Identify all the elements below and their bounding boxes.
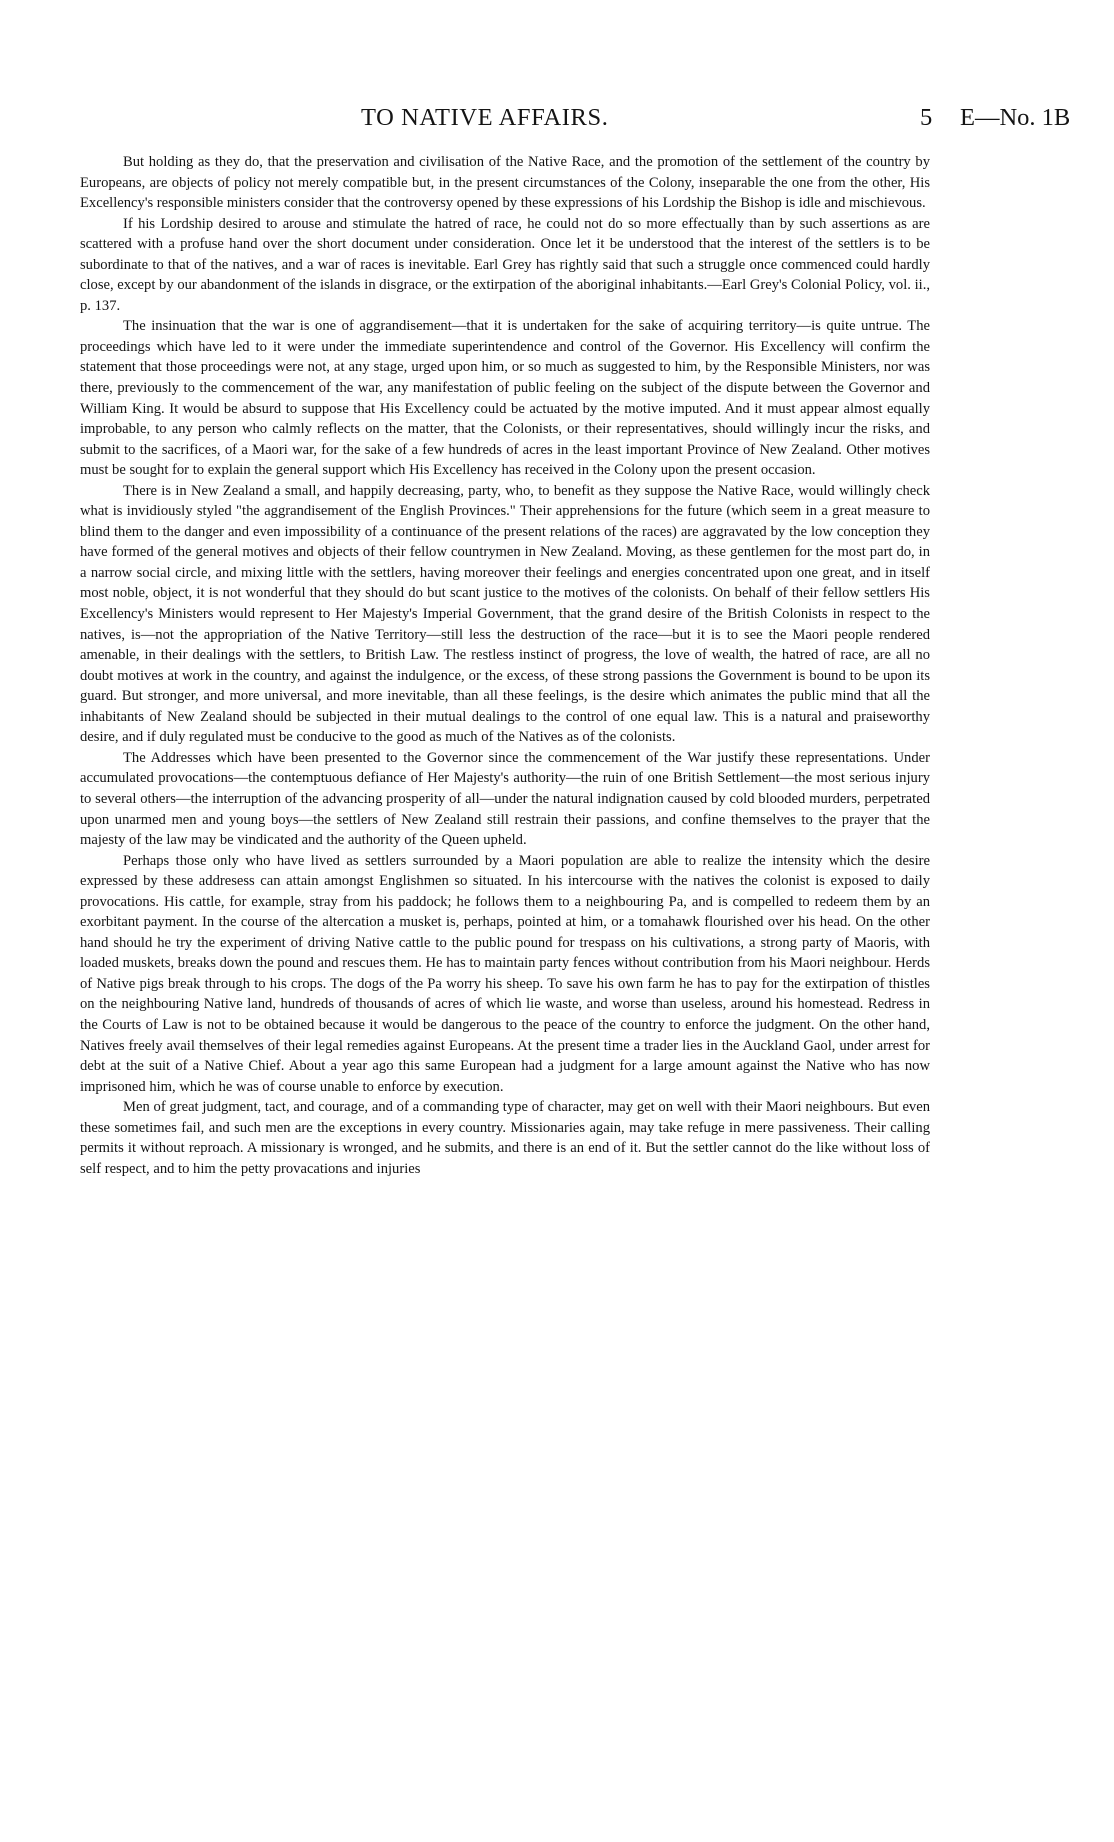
running-title: TO NATIVE AFFAIRS. — [361, 104, 609, 131]
page-number: 5 — [920, 104, 933, 131]
paragraph-3: The insinuation that the war is one of aggrandisement—that it is undertaken for the sake of acquiring territory—is quite untrue. The proceedings which have led to it were under the immediate superintendence and control of the Governor. His Excellency will confirm the statement that those proceedings were not, at any stage, urged upon him, or so much as suggested to him, by the Responsible Ministers, nor was there, previously to the commencement of the war, any manifestation of public feeling on the subject of the dispute between the Governor and William King. It would be absurd to suppose that His Excellency could be actuated by the motive imputed. And it must appear almost equally improbable, to any person who calmly reflects on the matter, that the Colonists, or their representatives, should willingly incur the risks, and submit to the sacrifices, of a Maori war, for the sake of a few hundreds of acres in the least important Province of New Zealand. Other motives must be sought for to explain the general support which His Excellency has received in the Colony upon the present occasion. — [80, 318, 930, 479]
running-header — [78, 104, 1114, 138]
paragraph-7: Men of great judgment, tact, and courage, and of a commanding type of character, may get on well with their Maori neighbours. But even these sometimes fail, and such men are the exceptions in every country. Missionaries again, may take refuge in mere passiveness. Their calling permits it without reproach. A missionary is wronged, and he submits, and there is an end of it. But the settler cannot do the like without loss of self respect, and to him the petty provacations and injuries — [80, 1099, 930, 1177]
paper-reference: E—No. 1B — [960, 104, 1071, 131]
paragraph-4: There is in New Zealand a small, and happily decreasing, party, who, to benefit as they suppose the Native Race, would willingly check what is invidiously styled "the aggrandisement of the English Provinces." Their apprehensions for the future (which seem in a great measure to blind them to the danger and even impossibility of a continuance of the present relations of the races) are aggravated by the low conception they have formed of the general motives and objects of their fellow countrymen in New Zealand. Moving, as these gentlemen for the most part do, in a narrow social circle, and mixing little with the settlers, having moreover their feelings and energies concentrated upon one great, and in itself most noble, object, it is not wonderful that they should do but scant justice to the motives of the colonists. On behalf of their fellow settlers His Excellency's Ministers would represent to Her Majesty's Imperial Government, that the grand desire of the British Colonists in respect to the natives, is—not the appropriation of the Native Territory—still less the destruction of the race—but it is to see the Maori people rendered amenable, in their dealings with the settlers, to British Law. The restless instinct of progress, the love of wealth, the hatred of race, are all no doubt motives at work in the country, and against the indulgence, or the excess, of these strong passions the Government is bound to be upon its guard. But stronger, and more universal, and more inevitable, than all these feelings, is the desire which animates the public mind that all the inhabitants of New Zealand should be subjected in their mutual dealings to the control of one equal law. This is a natural and praiseworthy desire, and if duly regulated must be conducive to the good as much of the Natives as of the colonists. — [80, 482, 930, 746]
paragraph-1: But holding as they do, that the preservation and civilisation of the Native Race, and the promotion of the settlement of the country by Europeans, are objects of policy not merely compatible but, in the present circumstances of the Colony, inseparable the one from the other, His Excellency's responsible ministers consider that the controversy opened by these expressions of his Lordship the Bishop is idle and mischievous. — [80, 154, 930, 212]
paragraph-2: If his Lordship desired to arouse and stimulate the hatred of race, he could not do so more effectually than by such assertions as are scattered with a profuse hand over the short document under consideration. Once let it be understood that the interest of the settlers is to be subordinate to that of the natives, and a war of races is inevitable. Earl Grey has rightly said that such a struggle once commenced could hardly close, except by our abandonment of the islands in disgrace, or the extirpation of the aboriginal inhabitants.—Earl Grey's Colonial Policy, vol. ii., p. 137. — [80, 215, 930, 314]
body-text — [80, 152, 930, 1179]
paragraph-6: Perhaps those only who have lived as settlers surrounded by a Maori population are able to realize the intensity which the desire expressed by these addresess can attain amongst Englishmen so situated. In his intercourse with the natives the colonist is exposed to daily provocations. His cattle, for example, stray from his paddock; he follows them to a neighbouring Pa, and is compelled to redeem them by an exorbitant payment. In the course of the altercation a musket is, perhaps, pointed at him, or a tomahawk flourished over his head. On the other hand should he try the experiment of driving Native cattle to the public pound for trespass on his cultivations, a strong party of Maoris, with loaded muskets, breaks down the pound and rescues them. He has to maintain party fences without contribution from his Maori neighbour. Herds of Native pigs break through to his crops. The dogs of the Pa worry his sheep. To save his own farm he has to pay for the extirpation of thistles on the neighbouring Native land, hundreds of thousands of acres of which lie waste, and worse than useless, around his homestead. Redress in the Courts of Law is not to be obtained because it would be dangerous to the peace of the country to enforce the judgment. On the other hand, Natives freely avail themselves of their legal remedies against Europeans. At the present time a trader lies in the Auckland Gaol, under arrest for debt at the suit of a Native Chief. About a year ago this same European had a judgment for a large amount against the Native who has now imprisoned him, which he was of course unable to enforce by execution. — [80, 852, 930, 1095]
paragraph-5: The Addresses which have been presented to the Governor since the commencement of the War justify these representations. Under accumulated provocations—the contemptuous defiance of Her Majesty's authority—the ruin of one British Settlement—the most serious injury to several others—the interruption of the advancing prosperity of all—under the natural indignation caused by cold blooded murders, perpetrated upon unarmed men and young boys—the settlers of New Zealand still restrain their passions, and confine themselves to the prayer that the majesty of the law may be vindicated and the authority of the Queen upheld. — [80, 749, 930, 849]
